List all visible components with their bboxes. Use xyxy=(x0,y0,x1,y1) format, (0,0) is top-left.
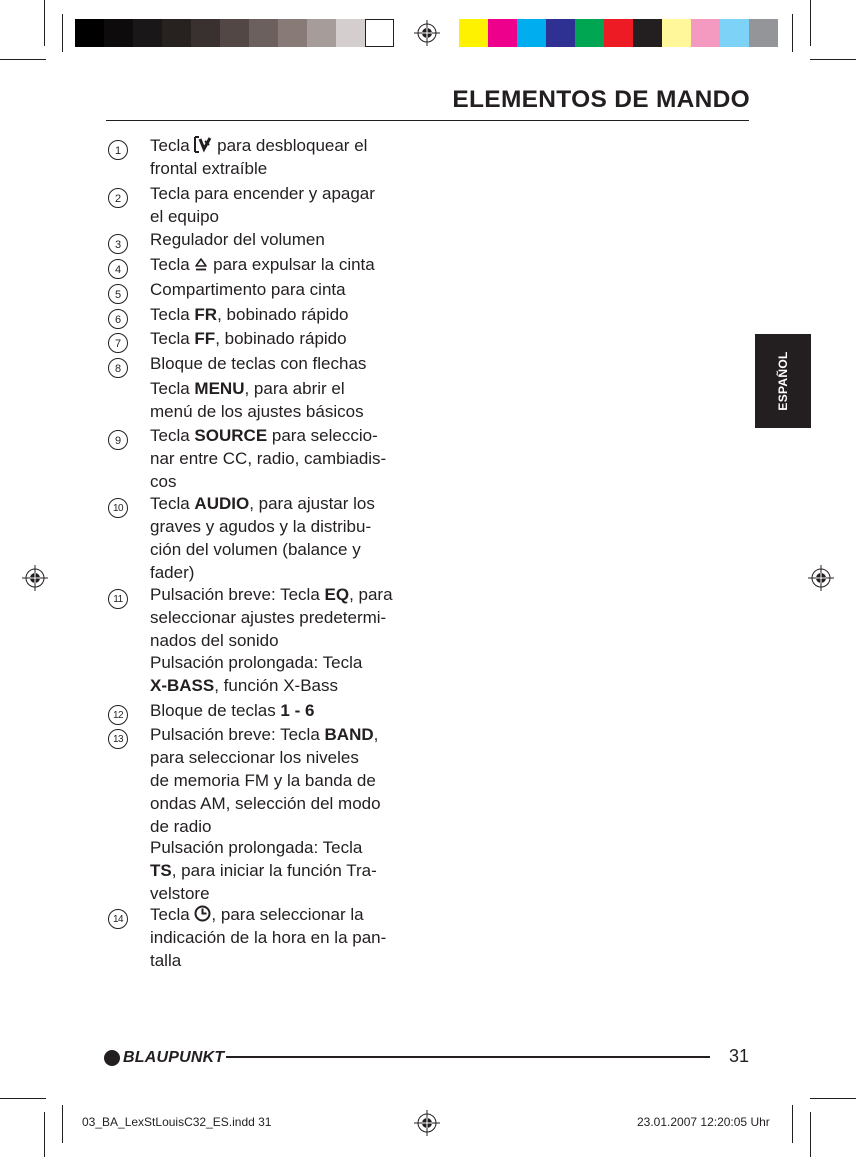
title-divider xyxy=(106,120,749,121)
item-number-badge: 11 xyxy=(108,589,128,609)
color-swatch xyxy=(662,19,691,47)
item-description: Regulador del volumen xyxy=(150,230,325,249)
gray-swatch xyxy=(104,19,133,47)
language-tab xyxy=(755,334,811,428)
item-number-badge: 2 xyxy=(108,188,128,208)
gray-swatch xyxy=(278,19,307,47)
item-description: Pulsación breve: Tecla BAND, para seleccionar los niveles de memoria FM y la banda de ondas AM, selección del modo de radio xyxy=(150,725,381,836)
crop-mark xyxy=(810,1112,811,1157)
gray-swatch xyxy=(336,19,365,47)
page-title: ELEMENTOS DE MANDO xyxy=(452,86,750,113)
crop-mark xyxy=(62,14,63,52)
brand-name: BLAUPUNKT xyxy=(123,1049,225,1066)
registration-mark-icon xyxy=(808,565,834,591)
gray-swatch xyxy=(220,19,249,47)
gray-swatch xyxy=(162,19,191,47)
item-number-badge: 4 xyxy=(108,259,128,279)
item-description: Tecla para desbloquear el frontal extraíble xyxy=(150,136,368,178)
color-swatch xyxy=(633,19,662,47)
item-description: Pulsación prolongada: Tecla X-BASS, función X-Bass xyxy=(150,653,363,695)
registration-mark-icon xyxy=(414,20,440,46)
language-tab-label: ESPAÑOL xyxy=(776,351,790,411)
item-number-badge: 5 xyxy=(108,284,128,304)
item-description: Compartimento para cinta xyxy=(150,280,346,299)
color-swatch xyxy=(749,19,778,47)
item-description: Pulsación breve: Tecla EQ, para seleccionar ajustes predetermi- nados del sonido xyxy=(150,585,393,650)
brand-dot-icon xyxy=(104,1050,120,1066)
color-swatch xyxy=(488,19,517,47)
registration-mark-icon xyxy=(414,1110,440,1136)
item-description: Tecla MENU, para abrir el menú de los ajustes básicos xyxy=(150,379,364,421)
crop-mark xyxy=(62,1105,63,1143)
item-description: Tecla FR, bobinado rápido xyxy=(150,305,349,324)
color-swatch xyxy=(546,19,575,47)
item-number-badge: 14 xyxy=(108,909,128,929)
color-swatch xyxy=(691,19,720,47)
registration-mark-icon xyxy=(22,565,48,591)
color-swatch xyxy=(575,19,604,47)
item-number-badge: 10 xyxy=(108,498,128,518)
item-number-badge: 6 xyxy=(108,309,128,329)
color-swatch xyxy=(604,19,633,47)
item-description: Tecla AUDIO, para ajustar los graves y agudos y la distribu- ción del volumen (balance y fader) xyxy=(150,494,375,582)
item-description: Tecla para expulsar la cinta xyxy=(150,255,375,274)
item-description: Bloque de teclas 1 - 6 xyxy=(150,701,315,720)
color-swatch xyxy=(517,19,546,47)
crop-mark xyxy=(810,0,811,46)
item-number-badge: 7 xyxy=(108,333,128,353)
item-description: Tecla para encender y apagar el equipo xyxy=(150,184,375,226)
item-description: Tecla SOURCE para seleccio- nar entre CC, radio, cambiadis- cos xyxy=(150,426,387,491)
gray-swatch xyxy=(365,19,394,47)
clock-icon xyxy=(194,905,211,922)
item-description: Pulsación prolongada: Tecla TS, para iniciar la función Tra- velstore xyxy=(150,838,377,903)
release-icon xyxy=(194,136,212,153)
crop-mark xyxy=(0,59,46,60)
crop-mark xyxy=(810,1098,856,1099)
slug-file: 03_BA_LexStLouisC32_ES.indd 31 xyxy=(82,1115,272,1129)
crop-mark xyxy=(792,14,793,52)
gray-swatch xyxy=(75,19,104,47)
crop-mark xyxy=(792,1105,793,1143)
gray-swatch xyxy=(249,19,278,47)
item-description: Tecla FF, bobinado rápido xyxy=(150,329,347,348)
item-number-badge: 13 xyxy=(108,729,128,749)
item-number-badge: 8 xyxy=(108,358,128,378)
eject-icon xyxy=(194,257,208,272)
crop-mark xyxy=(44,1112,45,1157)
item-number-badge: 1 xyxy=(108,140,128,160)
brand-logo xyxy=(104,1048,224,1068)
item-number-badge: 3 xyxy=(108,234,128,254)
gray-swatch xyxy=(133,19,162,47)
gray-swatch xyxy=(307,19,336,47)
item-description: Tecla , para seleccionar la indicación de la hora en la pan- talla xyxy=(150,905,387,970)
item-description: Bloque de teclas con flechas xyxy=(150,354,367,373)
slug-date: 23.01.2007 12:20:05 Uhr xyxy=(637,1115,770,1129)
gray-swatch xyxy=(191,19,220,47)
color-swatch xyxy=(720,19,749,47)
crop-mark xyxy=(0,1098,46,1099)
crop-mark xyxy=(810,59,856,60)
item-number-badge: 9 xyxy=(108,430,128,450)
color-swatch xyxy=(459,19,488,47)
crop-mark xyxy=(44,0,45,46)
page-number: 31 xyxy=(729,1046,750,1066)
footer-divider xyxy=(226,1056,710,1058)
item-number-badge: 12 xyxy=(108,705,128,725)
